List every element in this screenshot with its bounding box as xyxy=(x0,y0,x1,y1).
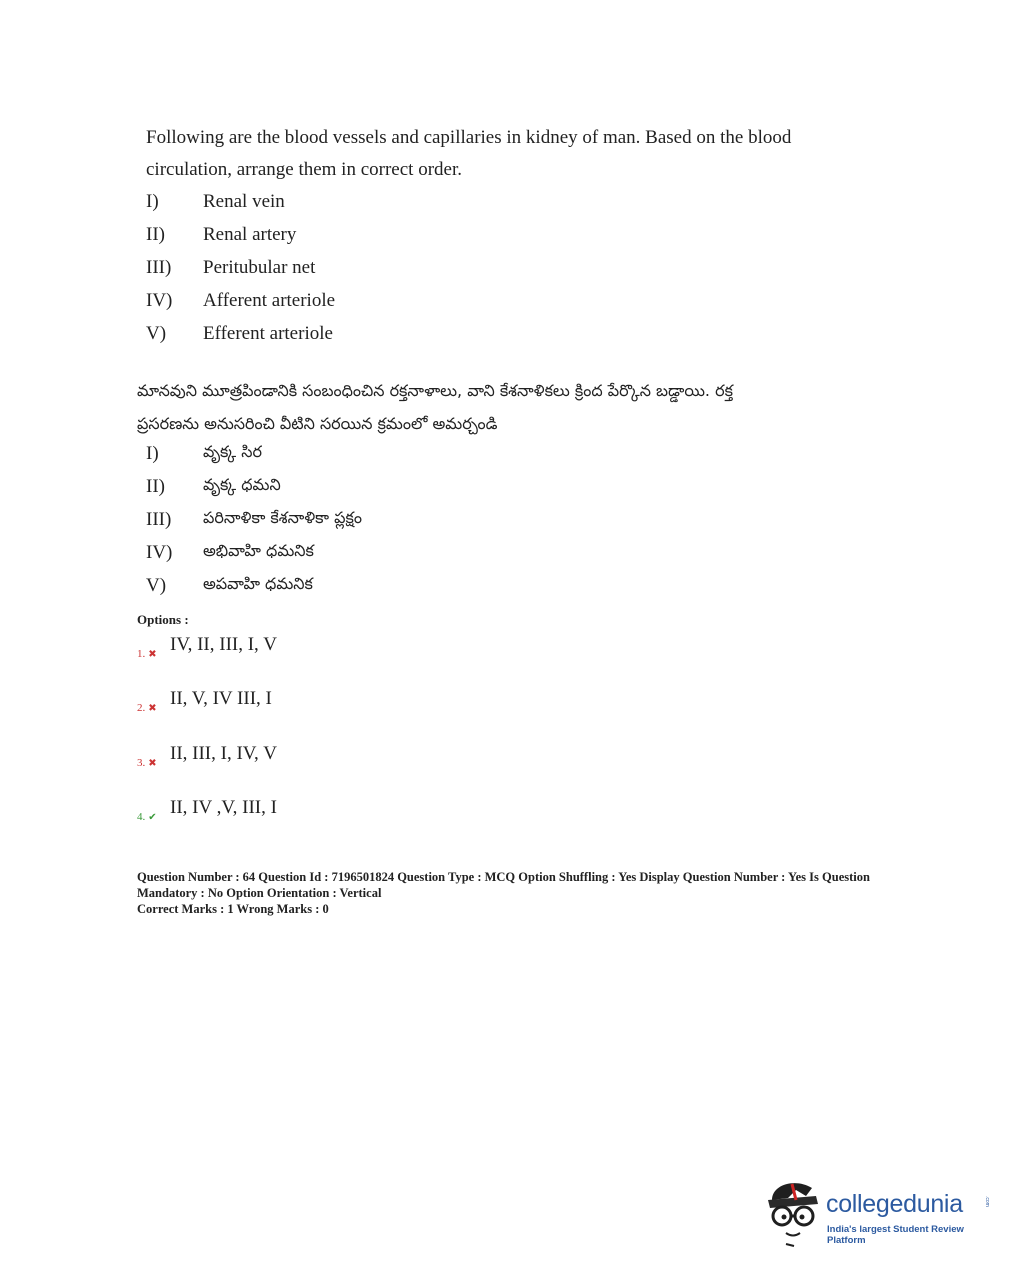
question-en-line-1: Following are the blood vessels and capillaries in kidney of man. Based on the blood xyxy=(146,127,792,148)
option-text: II, IV ,V, III, I xyxy=(170,797,277,818)
list-item: III) పరినాళికా కేశనాళికా ప్లక్షం xyxy=(146,508,362,530)
brand-name: collegedunia xyxy=(826,1190,963,1218)
list-item: III) Peritubular net xyxy=(146,256,316,278)
meta-line-2: Mandatory : No Option Orientation : Vertical xyxy=(137,886,382,900)
list-item: I) వృక్క సిర xyxy=(146,442,262,464)
option-index: 1. ✖ xyxy=(137,648,157,660)
list-item: II) వృక్క ధమని xyxy=(146,475,281,497)
meta-line-1: Question Number : 64 Question Id : 7196501824 Question Type : MCQ Option Shuffling : Yes Display Question Number : Yes Is Question xyxy=(137,870,870,884)
option-index: 4. ✔ xyxy=(137,811,157,823)
list-item: IV) అభివాహి ధమనిక xyxy=(146,541,314,563)
list-item: V) అపవాహి ధమనిక xyxy=(146,574,313,596)
list-item: V) Efferent arteriole xyxy=(146,322,333,344)
question-english xyxy=(146,122,846,186)
option-index: 3. ✖ xyxy=(137,757,157,769)
meta-line-3: Correct Marks : 1 Wrong Marks : 0 xyxy=(137,902,329,916)
brand-dotcom: .com xyxy=(984,1196,990,1207)
question-en-line-2: circulation, arrange them in correct order. xyxy=(146,159,462,180)
telugu-item-list xyxy=(146,437,362,602)
wrong-icon: ✖ xyxy=(148,703,157,714)
question-metadata xyxy=(137,869,917,917)
english-item-list xyxy=(146,185,335,350)
question-te-line-2: ప్రసరణను అనుసరించి వీటిని సరయిన క్రమంలో అమర్చండి xyxy=(137,414,498,433)
wrong-icon: ✖ xyxy=(148,649,157,660)
option-text: II, III, I, IV, V xyxy=(170,743,277,764)
question-telugu xyxy=(137,374,837,440)
collegedunia-logo xyxy=(766,1178,996,1248)
options-label: Options : xyxy=(137,612,189,627)
mascot-icon xyxy=(766,1178,824,1248)
list-item: IV) Afferent arteriole xyxy=(146,289,336,311)
option-text: II, V, IV III, I xyxy=(170,688,272,709)
list-item: II) Renal artery xyxy=(146,223,297,245)
question-te-line-1: మానవుని మూత్రపిండానికి సంబంధించిన రక్తనాళాలు, వాని కేశనాళికలు క్రింద పేర్కొన బడ్డాయి. రక్త xyxy=(137,381,733,400)
option-text: IV, II, III, I, V xyxy=(170,634,277,655)
list-item: I) Renal vein xyxy=(146,190,285,212)
brand-tagline: India's largest Student Review Platform xyxy=(827,1224,964,1246)
option-index: 2. ✖ xyxy=(137,702,157,714)
correct-check-icon: ✔ xyxy=(148,812,157,823)
wrong-icon: ✖ xyxy=(148,758,157,769)
